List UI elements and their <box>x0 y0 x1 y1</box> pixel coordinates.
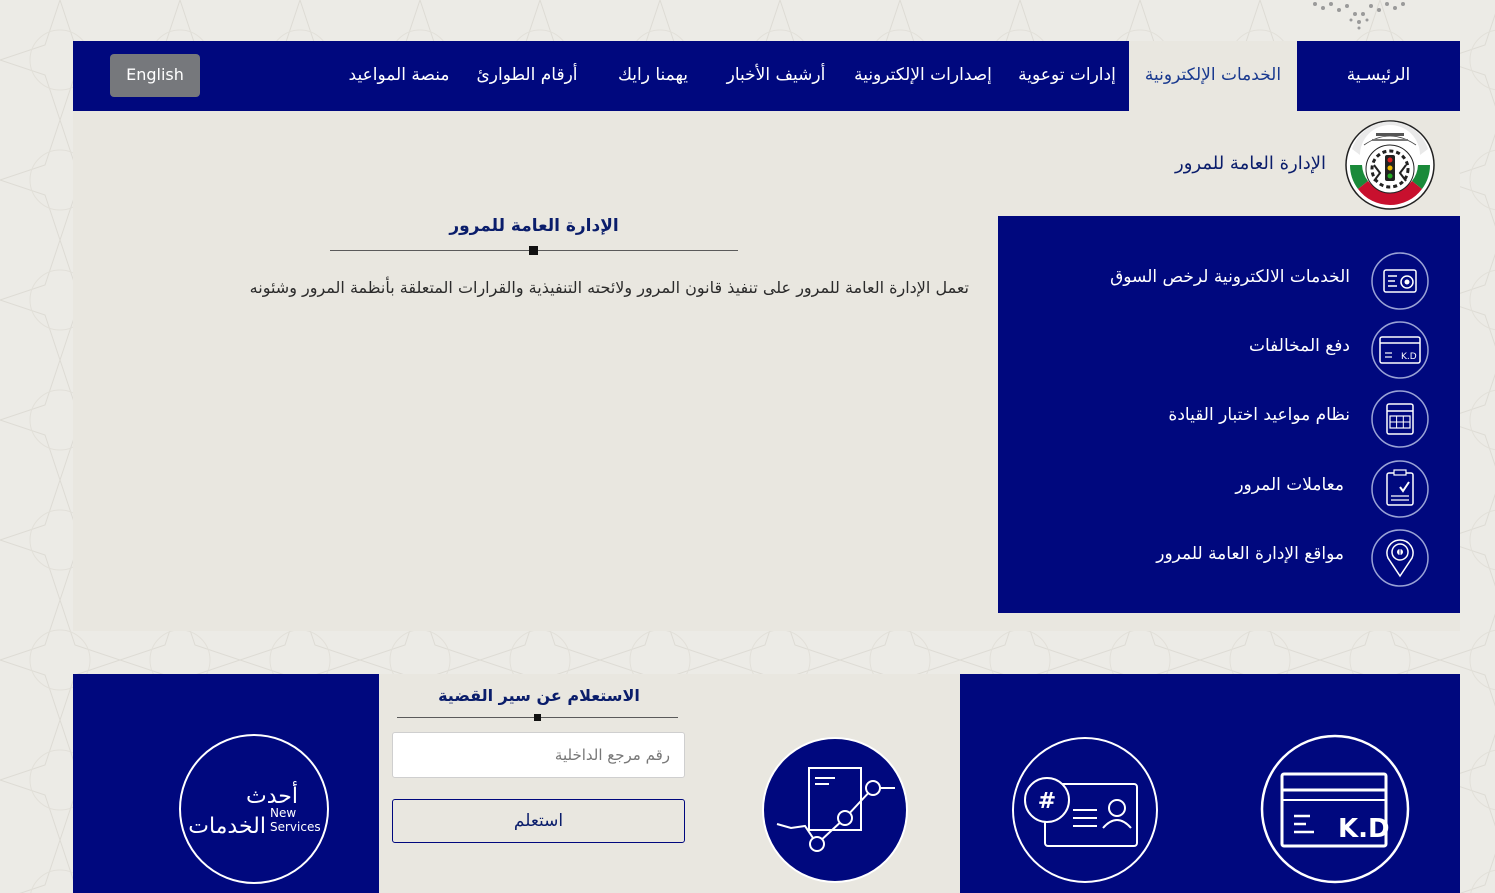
nav-item-news-archive[interactable]: أرشيف الأخبار <box>726 65 826 85</box>
kd-payment-icon <box>1370 320 1430 380</box>
svg-text:K.D: K.D <box>1401 352 1417 362</box>
nav-item-e-publications[interactable]: إصدارات الإلكترونية <box>854 65 992 85</box>
nav-item-e-services[interactable]: الخدمات الإلكترونية <box>1129 41 1297 111</box>
about-description: تعمل الإدارة العامة للمرور على تنفيذ قانون المرور ولائحته التنفيذية والقرارات المتعلقة بأنظمة المرور وشئونه <box>249 278 969 297</box>
calendar-icon <box>1370 389 1430 449</box>
new-services-icon[interactable] <box>178 733 330 885</box>
reference-number-input[interactable] <box>392 732 685 778</box>
case-inquiry-title: الاستعلام عن سير القضية <box>438 686 640 705</box>
kd-payment-large-icon[interactable] <box>1260 734 1410 884</box>
service-item-driving-test-appointments[interactable] <box>1010 389 1430 449</box>
services-list <box>998 216 1460 613</box>
service-label: نظام مواعيد اختبار القيادة <box>1168 405 1350 425</box>
document-process-icon[interactable] <box>761 736 909 884</box>
about-section-title: الإدارة العامة للمرور <box>449 216 619 236</box>
service-label: دفع المخالفات <box>1249 336 1350 356</box>
inquiry-submit-button[interactable]: استعلم <box>392 799 685 843</box>
license-card-icon <box>1370 251 1430 311</box>
location-pin-icon <box>1370 528 1430 588</box>
service-label: معاملات المرور <box>1235 475 1344 495</box>
nav-item-appointments[interactable]: منصة المواعيد <box>348 65 450 85</box>
nav-item-awareness[interactable]: إدارات توعوية <box>1018 65 1116 85</box>
service-label: الخدمات الالكترونية لرخص السوق <box>1110 267 1350 287</box>
nav-item-emergency-numbers[interactable]: أرقام الطوارئ <box>476 65 578 85</box>
traffic-department-logo-icon[interactable] <box>1344 119 1436 211</box>
id-renewal-icon[interactable] <box>1011 736 1159 884</box>
svg-text:أحدث: أحدث <box>246 784 298 809</box>
service-item-locations[interactable] <box>1010 528 1430 588</box>
svg-text:New: New <box>270 806 297 820</box>
brand-title: الإدارة العامة للمرور <box>1175 153 1326 174</box>
service-item-traffic-transactions[interactable] <box>1010 459 1430 519</box>
nav-item-home[interactable]: الرئيسـية <box>1346 65 1411 85</box>
main-panel <box>73 111 1460 631</box>
svg-text:#: # <box>1037 789 1057 814</box>
case-inquiry-divider-dot <box>534 714 541 721</box>
about-title-divider-dot <box>529 246 538 255</box>
svg-text:K.D: K.D <box>1338 814 1390 844</box>
language-toggle-button[interactable]: English <box>110 54 200 97</box>
service-label: مواقع الإدارة العامة للمرور <box>1156 544 1344 564</box>
main-navbar <box>73 41 1460 111</box>
service-item-driving-license[interactable] <box>1010 251 1430 311</box>
svg-text:الخدمات: الخدمات <box>188 814 266 839</box>
nav-item-feedback[interactable]: يهمنا رايك <box>617 65 689 85</box>
top-emblem-decoration <box>1305 0 1415 32</box>
clipboard-check-icon <box>1370 459 1430 519</box>
svg-text:Services: Services <box>270 820 321 834</box>
service-item-pay-violations[interactable] <box>1010 320 1430 380</box>
